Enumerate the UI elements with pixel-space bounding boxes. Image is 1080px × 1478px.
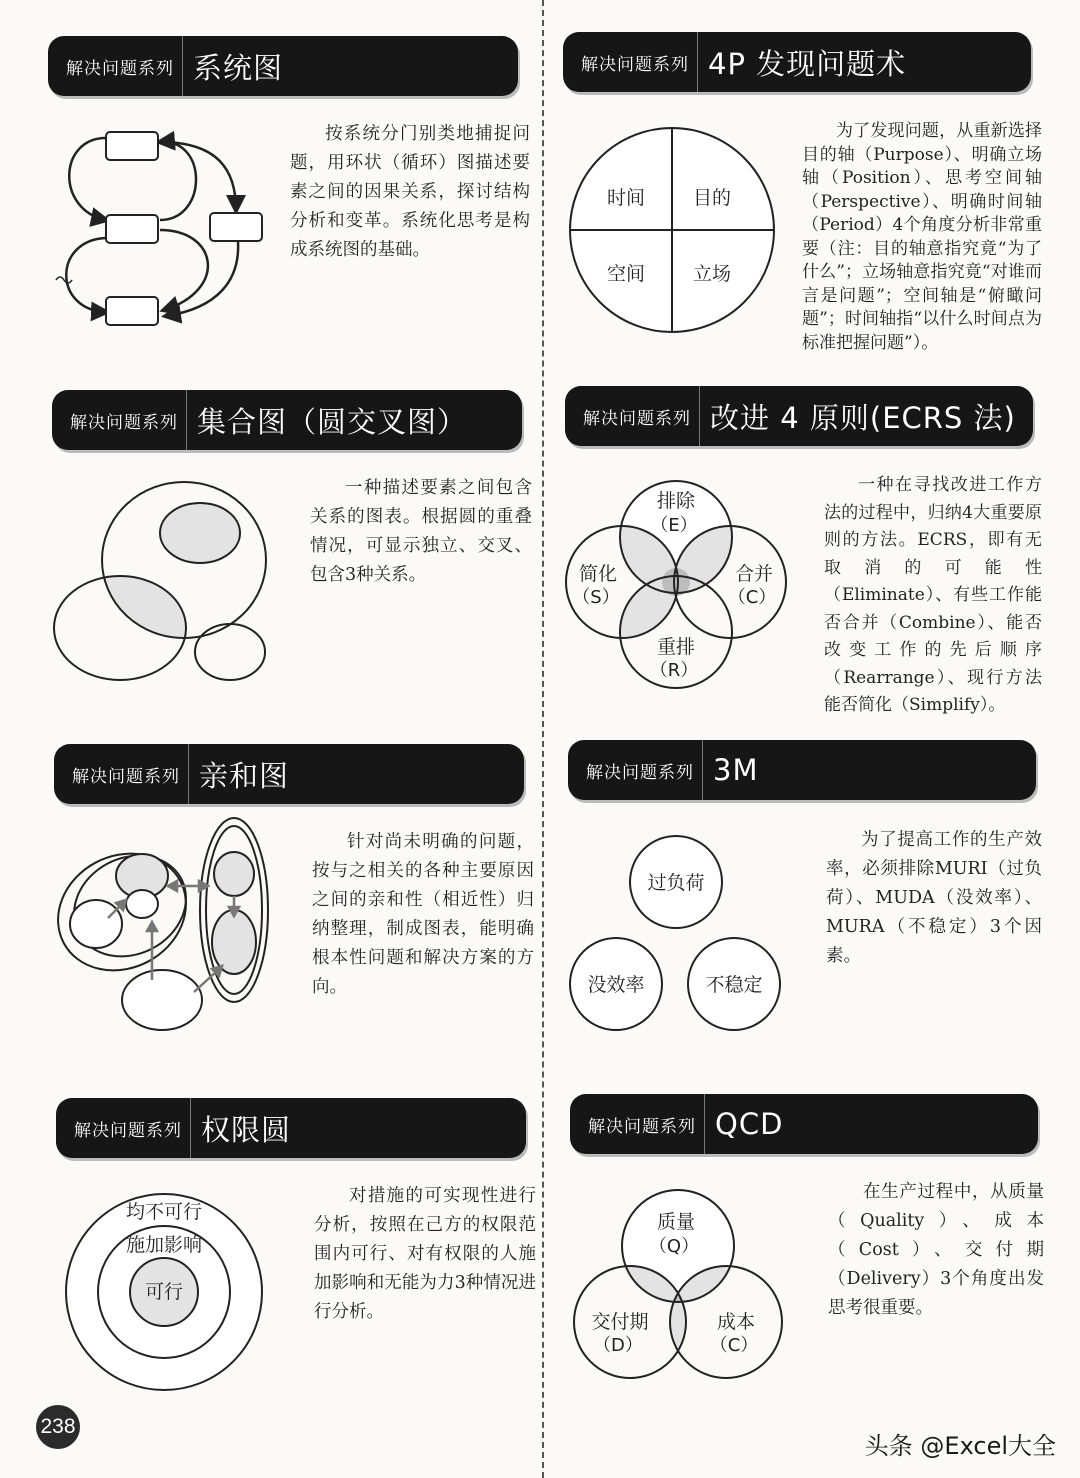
series-label: 解决问题系列 xyxy=(565,386,700,446)
series-label: 解决问题系列 xyxy=(52,390,187,450)
4p-diagram xyxy=(568,130,778,334)
system-node xyxy=(210,213,262,241)
qcd-q-code: （Q） xyxy=(648,1236,700,1257)
section-title: 权限圆 xyxy=(201,1112,292,1147)
ecrs-c-label: 合并 xyxy=(734,563,774,585)
header-affinity xyxy=(54,744,524,804)
ecrs-c-code: （C） xyxy=(727,587,777,608)
section-title: 4P 发现问题术 xyxy=(708,46,907,81)
quadrant-space: 空间 xyxy=(606,263,646,285)
qcd-q-label: 质量 xyxy=(656,1211,696,1233)
desc-authority: 对措施的可实现性进行分析，按照在己方的权限范围内可行、对有权限的人施加影响和无能为力3种情况进行分析。 xyxy=(314,1186,536,1322)
series-label: 解决问题系列 xyxy=(48,36,183,96)
section-title: 集合图（圆交叉图） xyxy=(197,404,468,439)
system-node xyxy=(106,132,158,160)
ring-middle-label: 施加影响 xyxy=(125,1234,203,1256)
ecrs-r-label: 重排 xyxy=(656,636,696,658)
desc-4p: 为了发现问题，从重新选择目的轴（Purpose）、明确立场轴（Position）、思考空间轴（Perspective）、明确时间轴（Period）4个角度分析非常重要（注：目的轴意指究竟“为了什么”；立场轴意指究竟“对谁而言是问题”；空间轴是“俯瞰问题”；时间轴指“以什么时间点为标准把握问题”）。 xyxy=(802,121,1042,353)
series-label: 解决问题系列 xyxy=(570,1094,705,1154)
ecrs-r-code: （R） xyxy=(649,660,699,681)
system-node xyxy=(106,215,158,243)
affinity-diagram xyxy=(58,830,274,1034)
desc-venn: 一种描述要素之间包含关系的图表。根据圆的重叠情况，可显示独立、交叉、包含3种关系。 xyxy=(310,478,532,585)
page-number: 238 xyxy=(36,1405,80,1449)
qcd-c-label: 成本 xyxy=(716,1311,756,1333)
ring-inner-label: 可行 xyxy=(144,1281,184,1303)
header-qcd xyxy=(570,1094,1038,1154)
ecrs-s-label: 简化 xyxy=(578,563,618,585)
qcd-diagram xyxy=(574,1190,788,1390)
quadrant-time: 时间 xyxy=(606,187,646,209)
3m-unevenness: 不稳定 xyxy=(705,974,763,996)
section-title: 系统图 xyxy=(193,50,284,85)
section-title: QCD xyxy=(715,1107,784,1141)
quadrant-position: 立场 xyxy=(692,263,732,285)
quadrant-purpose: 目的 xyxy=(692,187,732,209)
3m-overload: 过负荷 xyxy=(647,872,705,894)
series-label: 解决问题系列 xyxy=(56,1098,191,1158)
header-authority xyxy=(56,1098,526,1158)
header-venn xyxy=(52,390,522,450)
desc-system: 按系统分门别类地捕捉问题，用环状（循环）图描述要素之间的因果关系，探讨结构分析和变革。系统化思考是构成系统图的基础。 xyxy=(290,124,530,260)
desc-3m: 为了提高工作的生产效率，必须排除MURI（过负荷）、MUDA（没效率）、MURA（不稳定）3个因素。 xyxy=(826,830,1042,966)
ecrs-s-code: （S） xyxy=(572,587,620,608)
qcd-c-code: （C） xyxy=(709,1335,759,1356)
authority-diagram xyxy=(66,1192,276,1402)
system-node xyxy=(106,297,158,325)
qcd-d-code: （D） xyxy=(593,1335,643,1356)
3m-waste: 没效率 xyxy=(587,974,645,996)
header-3m xyxy=(568,740,1036,800)
section-title: 亲和图 xyxy=(199,758,290,793)
section-title: 改进 4 原则(ECRS 法) xyxy=(710,400,1016,435)
series-label: 解决问题系列 xyxy=(568,740,703,800)
center-divider xyxy=(542,0,544,1478)
header-4p xyxy=(563,32,1031,92)
header-ecrs xyxy=(565,386,1033,446)
desc-affinity: 针对尚未明确的问题，按与之相关的各种主要原因之间的亲和性（相近性）归纳整理，制成图表，能明确根本性问题和解决方案的方向。 xyxy=(312,832,534,997)
ecrs-diagram xyxy=(566,482,786,688)
ecrs-e-code: （E） xyxy=(650,515,698,536)
ring-outer-label: 均不可行 xyxy=(125,1201,203,1223)
desc-ecrs: 一种在寻找改进工作方法的过程中，归纳4大重要原则的方法。ECRS，即有无取消的可能性（Eliminate）、有些工作能否合并（Combine）、能否改变工作的先后顺序（Rearrange）、现行方法能否简化（Simplify）。 xyxy=(824,475,1042,715)
system-diagram xyxy=(48,120,278,340)
3m-diagram xyxy=(570,834,786,1034)
series-label: 解决问题系列 xyxy=(563,32,698,92)
ecrs-e-label: 排除 xyxy=(656,490,696,512)
section-title: 3M xyxy=(713,753,759,787)
watermark: 头条 @Excel大全 xyxy=(864,1432,1056,1460)
series-label: 解决问题系列 xyxy=(54,744,189,804)
desc-qcd: 在生产过程中，从质量（Quality）、成本（Cost）、交付期（Delivery）3个角度出发思考很重要。 xyxy=(828,1182,1044,1318)
venn-diagram xyxy=(52,478,272,688)
header-system xyxy=(48,36,518,96)
qcd-d-label: 交付期 xyxy=(591,1311,649,1333)
